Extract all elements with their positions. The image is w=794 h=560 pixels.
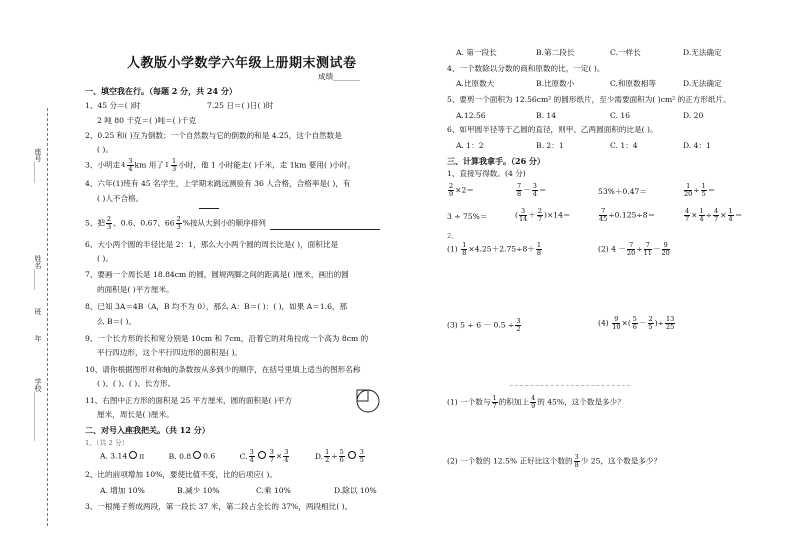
fraction-3-4: $\frac{3}{4}$ — [128, 157, 133, 173]
fraction-7-45: $\frac{7}{45}$ — [599, 207, 608, 223]
r6-opt-d[interactable]: D. 4：1 — [683, 141, 711, 150]
fraction-7-11: $\frac{7}{11}$ — [643, 241, 652, 257]
fraction-1-8b: $\frac{1}{8}$ — [536, 241, 542, 257]
p1-label: (1) — [447, 244, 458, 254]
fraction-2-3: $\frac{2}{3}$ — [107, 215, 112, 231]
q5: 5、把 — [85, 218, 106, 228]
calc-1-text: ×2＝ — [455, 185, 474, 195]
fraction-5-6b: $\frac{5}{6}$ — [632, 315, 637, 331]
binding-line — [47, 108, 48, 526]
q9b: 平行四边形，这个平行四边形的面积是( )。 — [97, 348, 243, 357]
q2-1-opt-c[interactable]: C.乘 10% — [256, 486, 291, 495]
circle-blank-d[interactable] — [348, 451, 356, 459]
fraction-4-3-4: 4 — [121, 161, 126, 169]
r5-opt-a[interactable]: A.12.56 — [456, 111, 486, 120]
fraction-1-4b: $\frac{1}{4}$ — [728, 207, 733, 223]
fraction-3-2: $\frac{3}{2}$ — [516, 317, 521, 333]
school-label: 学校______________ — [34, 378, 42, 441]
q6b: ( )。 — [97, 254, 113, 263]
fraction-3-4c: $\frac{3}{4}$ — [532, 182, 537, 198]
calc-3: 53%＋0.47＝ — [598, 187, 647, 196]
q3c: 小时，他 1 小时能走( )千米，走 1km 要用( )小时。 — [178, 160, 356, 170]
compare-b2: 0.6 — [203, 451, 216, 461]
w1c-text: 的 45%，这个数是多少？ — [537, 397, 625, 407]
fraction-3-8: $\frac{3}{8}$ — [574, 453, 579, 469]
p4-label: (4) — [598, 318, 609, 328]
r4-opt-a[interactable]: A.比原数大 — [456, 79, 495, 88]
fraction-2-3b: $\frac{2}{3}$ — [176, 215, 181, 231]
r5-opt-b[interactable]: B. 14 — [536, 111, 557, 120]
q1b: 7.25 日＝( )日( )时 — [207, 101, 274, 110]
calc-4: $\frac{1}{20}$ ÷ $\frac{1}{5}$ ＝ — [684, 182, 716, 198]
w2-text: (2) 一个数的 12.5% 正好比这个数的 — [447, 456, 573, 466]
calc-7: $\frac{7}{45}$ ÷0.125÷8＝ — [599, 207, 656, 223]
w1-text: (1) 一个数与 — [447, 397, 491, 407]
fraction-1-4: $\frac{1}{4}$ — [699, 207, 704, 223]
fraction-1-2: $\frac{1}{2}$ — [325, 448, 330, 464]
q2-1-opt-d[interactable]: D.除以 10% — [334, 486, 377, 495]
r4-opt-c[interactable]: C.和原数相等 — [610, 79, 656, 88]
section-2-heading: 二、对号入座我把关。（共 12 分） — [85, 425, 210, 435]
p2-label: (2) 4 － — [598, 244, 627, 254]
fraction-7-8: $\frac{7}{8}$ — [517, 182, 522, 198]
compare-a: A. 3.14 — [100, 451, 128, 461]
fraction-3-5: $\frac{3}{5}$ — [359, 448, 364, 464]
r6-opt-b[interactable]: B. 2：1 — [536, 141, 564, 150]
q2-1-opt-a[interactable]: A. 增加 10% — [100, 486, 145, 495]
fraction-4-7b: $\frac{4}{7}$ — [714, 207, 719, 223]
bracket-blank[interactable] — [199, 208, 219, 213]
grade-label: 年 — [34, 335, 42, 342]
score-label: 成绩_______ — [318, 72, 360, 81]
q1c: 2 吨 80 千克＝( )吨＝( )千克 — [97, 116, 197, 125]
circle-blank-c[interactable] — [258, 451, 266, 459]
section-2-sub: 1、（共 2 分） — [85, 439, 129, 447]
q2-1: 2、比的前项增加 10%，要使比值不变，比的后项应( )。 — [85, 470, 277, 479]
q1a: 1、45 分＝( )时 — [85, 101, 141, 110]
calc-p2: (2) 4 － $\frac{7}{20}$ ÷ $\frac{7}{11}$ － $\frac{9}{20}$ — [598, 241, 670, 257]
fraction-9-20: $\frac{9}{20}$ — [661, 241, 670, 257]
w1b-text: 的积加上 — [498, 397, 530, 407]
fraction-2-9: $\frac{2}{9}$ — [449, 182, 454, 198]
q3: 3、小明走 — [85, 160, 121, 170]
q7b: 的面积是( )平方厘米。 — [97, 285, 174, 294]
q5b: 、0.6、0.67、66 — [113, 218, 175, 228]
q9: 9、一个长方形的长和宽分别是 10cm 和 7cm，沿着它的对角拉成一个高为 8cm 的 — [85, 334, 369, 343]
square-circle-figure — [355, 388, 381, 414]
q3b: km 用了 — [134, 160, 164, 170]
q2: 2、0.25 和( )互为倒数；一个自然数与它的倒数的和是 4.25，这个自然数是 — [85, 131, 342, 140]
calc-6: ( $\frac{3}{14}$ ＋ $\frac{2}{7}$ )×14＝ — [515, 207, 571, 223]
compare-row: A. 3.14 π B. 0.8 0.6 C. $\frac{3}{4}$ $\frac{3}{7}$ × $\frac{3}{4}$ D. $\frac{1}{2}$ ÷ $\frac{5}{6}$ $\frac{3}{5}$ — [100, 448, 364, 464]
section-3-sub: 1、直接写得数。(4 分) — [447, 169, 526, 178]
r-opt-c[interactable]: C.一样长 — [610, 48, 641, 57]
q2b: ( )。 — [97, 145, 113, 154]
word-1 — [447, 395, 625, 410]
q7: 7、要画一个周长是 18.84cm 的圆，圆规两脚之间的距离是( )厘米，画出的圆 — [85, 270, 349, 279]
fraction-1-7: $\frac{1}{7}$ — [492, 394, 497, 410]
calc-1 — [447, 183, 474, 198]
fraction-2-7: $\frac{2}{7}$ — [537, 207, 542, 223]
r5-opt-d[interactable]: D. 20 — [683, 111, 704, 120]
fraction-13-25: $\frac{13}{25}$ — [666, 315, 675, 331]
calc-p4: (4) $\frac{9}{10}$ ×( $\frac{5}{6}$ － $\frac{2}{5}$ )÷ $\frac{13}{25}$ — [598, 315, 675, 331]
q11b: 厘米，周长是( )厘米。 — [97, 410, 174, 419]
r6-opt-a[interactable]: A. 1：2 — [456, 141, 484, 150]
r-opt-b[interactable]: B.第二段长 — [536, 48, 575, 57]
section-3-heading: 三、计算我拿手。（26 分） — [447, 156, 545, 166]
fraction-7-20: $\frac{7}{20}$ — [627, 241, 636, 257]
compare-c: C. — [239, 451, 248, 461]
word-2 — [447, 454, 661, 469]
fraction-1-8: $\frac{1}{8}$ — [462, 241, 467, 257]
q11: 11、右图中正方形的面积是 25 平方厘米，圆的面积是( )平方 — [85, 396, 293, 405]
calc-p3 — [447, 318, 522, 333]
answer-blank[interactable] — [270, 219, 380, 230]
q6: 6、大小两个圆的半径比是 2：1，那么大小两个圆的周长比是( )，面积比是 — [85, 240, 339, 249]
divider-line — [510, 385, 630, 386]
compare-d: D. — [314, 451, 324, 461]
q2-1-opt-b[interactable]: B.减少 10% — [177, 486, 220, 495]
calc-8: $\frac{4}{7}$ × $\frac{1}{4}$ ÷ $\frac{4}{7}$ × $\frac{1}{4}$ ＝ — [685, 207, 743, 223]
compare-b: B. 0.8 — [168, 451, 192, 461]
fraction-4-9: $\frac{4}{9}$ — [531, 394, 536, 410]
seat-label: 座号______ — [34, 148, 42, 183]
q8b: 么 B＝( )。 — [97, 317, 137, 326]
q3-line — [85, 158, 355, 173]
r-opt-d[interactable]: D.无法确定 — [683, 48, 722, 57]
r5-opt-c[interactable]: C. 16 — [610, 111, 631, 120]
fraction-1-1-3: 1 — [164, 161, 170, 169]
circle-blank-b[interactable] — [193, 451, 201, 459]
fraction-1-20: $\frac{1}{20}$ — [684, 182, 693, 198]
r6-opt-c[interactable]: C. 1：4 — [610, 141, 638, 150]
section-1-heading: 一、填空我在行。（每题 2 分，共 24 分） — [85, 86, 237, 96]
fraction-2-5: $\frac{2}{5}$ — [648, 315, 653, 331]
fraction-3-14: $\frac{3}{14}$ — [518, 207, 528, 223]
fraction-3-4: $\frac{3}{4}$ — [249, 448, 254, 464]
r4-opt-b[interactable]: B.比原数小 — [536, 79, 575, 88]
circle-blank-a[interactable] — [129, 451, 137, 459]
class-label: 班 — [34, 308, 42, 315]
calc-p1 — [447, 242, 543, 257]
r6: 6、如甲圆半径等于乙圆的直径，则甲、乙两圆面积的比是( )。 — [447, 125, 658, 134]
pi-symbol: π — [139, 451, 145, 461]
q10: 10、请你根据图形对称轴的条数按从多到少的顺序，在括号里填上适当的图形名称 — [85, 365, 361, 374]
q4: 4、六年(1)班有 45 名学生，上学期末跳远测验有 36 人合格，合格率是( )，有 — [85, 179, 351, 188]
r5: 5、要剪一个面积为 12.56cm² 的圆形纸片，至少需要面积为( )cm² 的正方形纸片。 — [447, 95, 731, 104]
q10b: ( )、( )、( )、长方形。 — [97, 379, 176, 388]
page-title: 人教版小学数学六年级上册期末测试卷 — [127, 56, 357, 71]
fraction-5-6: $\frac{5}{6}$ — [339, 448, 344, 464]
sec3-item2: 2、 — [447, 232, 459, 240]
fraction-4-7: $\frac{4}{7}$ — [685, 207, 690, 223]
calc-5: 3 ÷ 75%＝ — [447, 212, 488, 221]
r4: 4、一个数除以分数的商和原数的比，一定( )。 — [447, 64, 605, 73]
q5c: %按从大到小的顺序排列 — [182, 218, 266, 228]
fraction-3-4b: $\frac{3}{4}$ — [284, 448, 289, 464]
fraction-1-3: $\frac{1}{3}$ — [172, 157, 177, 173]
fraction-1-5: $\frac{1}{5}$ — [701, 182, 706, 198]
q2-2: 3、一根绳子剪成两段，第一段长 37 米，第二段占全长的 37%，两段相比( )。 — [85, 502, 353, 511]
r-opt-a[interactable]: A. 第一段长 — [456, 48, 497, 57]
p1-text: ×4.25＋2.75÷8＋ — [468, 244, 535, 254]
calc-2: $\frac{7}{8}$ － $\frac{3}{4}$ ＝ — [517, 182, 547, 198]
name-label: 姓名______ — [34, 255, 42, 290]
q4b: ( )人不合格。 — [97, 194, 144, 203]
fraction-3-7: $\frac{3}{7}$ — [269, 448, 274, 464]
q8: 8、已知 3A＝4B（A，B 均不为 0），那么 A：B＝( )：( )，如果 A＝1.6，那 — [85, 302, 348, 311]
fraction-9-10: $\frac{9}{10}$ — [612, 315, 621, 331]
p3-text: (3) 5 ÷ 6 － 0.5 ÷ — [447, 320, 515, 330]
w2b-text: 少 25，这个数是多少？ — [580, 456, 662, 466]
r4-opt-d[interactable]: D.无法确定 — [683, 79, 722, 88]
q5-line — [85, 216, 380, 231]
